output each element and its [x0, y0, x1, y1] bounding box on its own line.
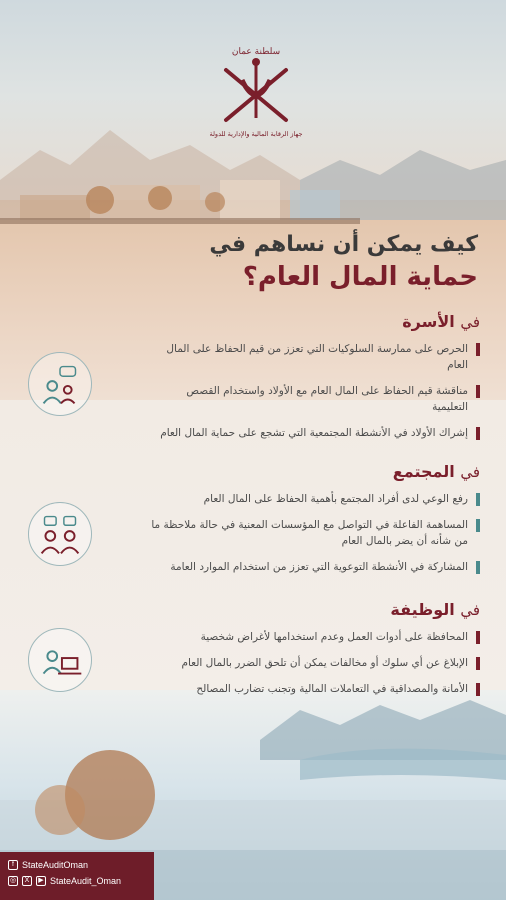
- section-title: الأسرة: [402, 312, 455, 331]
- x-icon: X: [22, 876, 32, 886]
- section-prefix: في: [460, 601, 480, 619]
- section-prefix: في: [460, 313, 480, 331]
- section-items: [150, 341, 480, 441]
- title-line-1: كيف يمكن أن نساهم في: [209, 232, 478, 257]
- list-item: الإبلاغ عن أي سلوك أو مخالفات يمكن أن تلحق الضرر بالمال العام: [150, 655, 480, 671]
- list-item: مناقشة قيم الحفاظ على المال العام مع الأولاد واستخدام القصص التعليمية: [150, 383, 480, 415]
- section-prefix: في: [460, 463, 480, 481]
- section-items: [150, 629, 480, 697]
- title-line-2: حماية المال العام؟: [242, 262, 478, 292]
- section-heading: [20, 462, 480, 481]
- oman-emblem-logo: [196, 40, 316, 140]
- svg-text:سلطنة عمان: سلطنة عمان: [231, 47, 281, 57]
- section-community: [20, 462, 480, 585]
- youtube-icon: ▶: [36, 876, 46, 886]
- list-item: رفع الوعي لدى أفراد المجتمع بأهمية الحفاظ على المال العام: [150, 491, 480, 507]
- list-item: إشراك الأولاد في الأنشطة المجتمعية التي تشجع على حماية المال العام: [150, 425, 480, 441]
- section-title: المجتمع: [392, 462, 455, 481]
- instagram-icon: ◎: [9, 877, 17, 884]
- section-heading: [20, 312, 480, 331]
- town-illustration: [0, 160, 506, 230]
- social-footer: [0, 852, 154, 900]
- svg-text:جهاز الرقابة المالية والإدارية: جهاز الرقابة المالية والإدارية للدولة: [209, 130, 303, 138]
- list-item: المشاركة في الأنشطة التوعوية التي تعزز من استخدام الموارد العامة: [150, 559, 480, 575]
- facebook-handle[interactable]: StateAuditOman: [22, 860, 89, 870]
- section-title: الوظيفة: [390, 600, 455, 619]
- list-item: الحرص على ممارسة السلوكيات التي تعزز من قيم الحفاظ على المال العام: [150, 341, 480, 373]
- section-heading: [20, 600, 480, 619]
- facebook-row[interactable]: [8, 860, 146, 870]
- social-handle[interactable]: StateAudit_Oman: [50, 876, 122, 886]
- list-item: المحافظة على أدوات العمل وعدم استخدامها لأغراض شخصية: [150, 629, 480, 645]
- family-icon: [28, 352, 92, 416]
- social-row[interactable]: [8, 876, 146, 886]
- workplace-icon: [28, 628, 92, 692]
- section-items: [150, 491, 480, 575]
- section-family: [20, 312, 480, 451]
- community-icon: [28, 502, 92, 566]
- facebook-icon: f: [8, 860, 18, 870]
- list-item: الأمانة والمصداقية في التعاملات المالية وتجنب تضارب المصالح: [150, 681, 480, 697]
- list-item: المساهمة الفاعلة في التواصل مع المؤسسات المعنية في حالة ملاحظة ما من شأنه أن يضر بالمال العام: [150, 517, 480, 549]
- section-job: [20, 600, 480, 707]
